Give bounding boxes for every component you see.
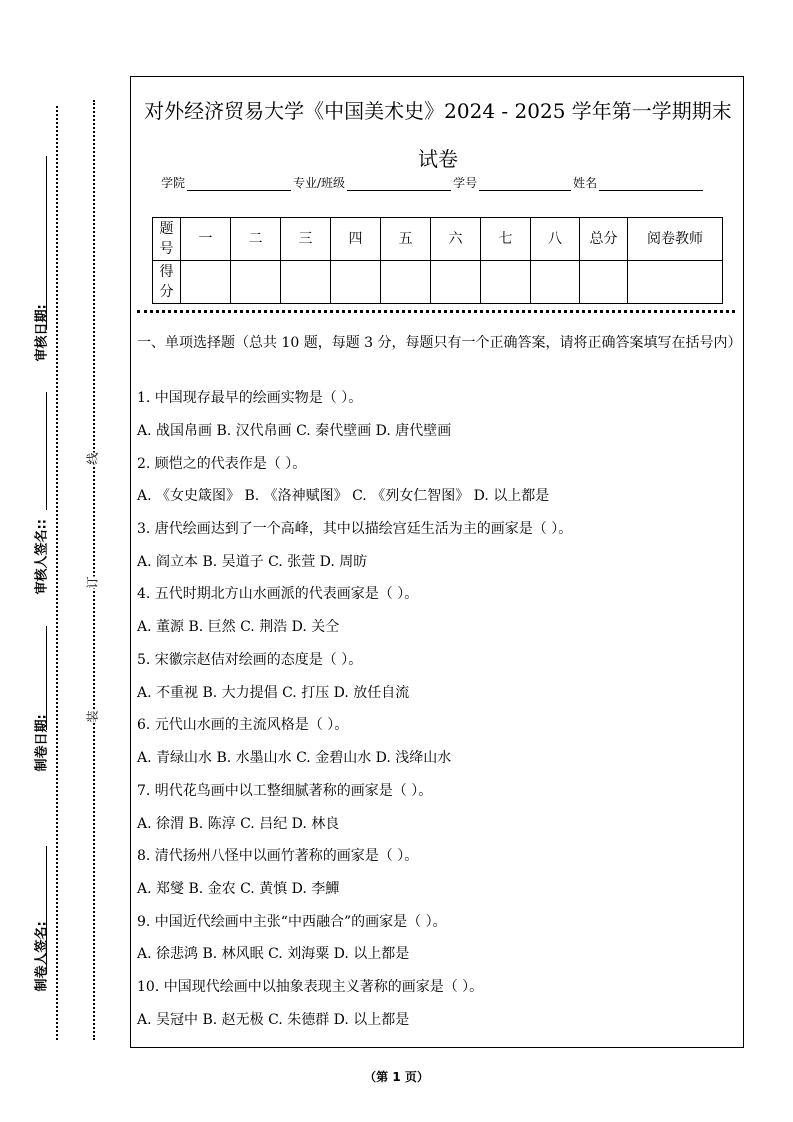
exam-frame: [130, 76, 744, 1048]
major-label: 专业/班级: [293, 176, 346, 190]
name-field[interactable]: [599, 178, 703, 191]
college-label: 学院: [161, 176, 186, 190]
question-text: 5. 宋徽宗赵佶对绘画的态度是（ ）。: [137, 652, 363, 668]
score-header-cell: 七: [481, 218, 531, 261]
question-options: A. 不重视 B. 大力提倡 C. 打压 D. 放任自流: [137, 685, 410, 701]
score-cell[interactable]: [331, 261, 381, 304]
page-number: （第 1 页）: [364, 1070, 429, 1084]
question-options: A. 阎立本 B. 吴道子 C. 张萱 D. 周昉: [137, 554, 368, 570]
question-text: 10. 中国现代绘画中以抽象表现主义著称的画家是（ ）。: [137, 979, 484, 995]
binding-dotted-line-inner: [93, 100, 95, 1040]
score-header-cell: 阅卷教师: [628, 218, 723, 261]
question-options: A. 战国帛画 B. 汉代帛画 C. 秦代壁画 D. 唐代壁画: [137, 423, 452, 439]
binding-char-line: 线: [82, 452, 103, 464]
score-header-cell: 一: [181, 218, 231, 261]
question-text: 9. 中国近代绘画中主张“中西融合”的画家是（ ）。: [137, 914, 447, 930]
student-id-field[interactable]: [479, 178, 571, 191]
score-cell[interactable]: [381, 261, 431, 304]
score-header-cell: 二: [231, 218, 281, 261]
major-field[interactable]: [347, 178, 451, 191]
score-header-cell: 六: [431, 218, 481, 261]
question-text: 8. 清代扬州八怪中以画竹著称的画家是（ ）。: [137, 848, 419, 864]
exam-title-line2: 试卷: [418, 147, 458, 171]
reviewer-sign-line: [46, 392, 47, 510]
score-header-cell: 五: [381, 218, 431, 261]
score-cell[interactable]: [231, 261, 281, 304]
score-cell[interactable]: [580, 261, 628, 304]
binding-dotted-line-outer: [56, 106, 58, 1040]
score-row-label: 得分: [153, 261, 181, 304]
section-heading: 一、单项选择题（总共 10 题，每题 3 分，每题只有一个正确答案，请将正确答案填写在括号内）: [137, 335, 742, 351]
score-cell[interactable]: [181, 261, 231, 304]
score-cell[interactable]: [281, 261, 331, 304]
question-text: 4. 五代时期北方山水画派的代表画家是（ ）。: [137, 586, 419, 602]
score-cell[interactable]: [531, 261, 580, 304]
score-cell[interactable]: [481, 261, 531, 304]
binding-char-order: 订: [82, 576, 103, 588]
score-table: [152, 217, 723, 304]
score-header-cell: 三: [281, 218, 331, 261]
make-date-label: 制卷日期:: [34, 714, 50, 772]
question-options: A. 《女史箴图》 B. 《洛神赋图》 C. 《列女仁智图》 D. 以上都是: [137, 488, 550, 504]
question-options: A. 郑燮 B. 金农 C. 黄慎 D. 李鱓: [137, 881, 340, 897]
college-field[interactable]: [187, 178, 291, 191]
score-cell[interactable]: [628, 261, 723, 304]
reviewer-sign-label: 审核人签名::: [34, 519, 50, 595]
name-label: 姓名: [573, 176, 598, 190]
question-options: A. 董源 B. 巨然 C. 荆浩 D. 关仝: [137, 619, 340, 635]
score-cell[interactable]: [431, 261, 481, 304]
question-text: 7. 明代花鸟画中以工整细腻著称的画家是（ ）。: [137, 783, 433, 799]
score-header-cell: 总分: [580, 218, 628, 261]
review-date-label: 审核日期:: [34, 304, 50, 362]
question-text: 3. 唐代绘画达到了一个高峰，其中以描绘宫廷生活为主的画家是（ ）。: [137, 521, 573, 537]
score-header-cell: 八: [531, 218, 580, 261]
score-header-cell: 题号: [153, 218, 181, 261]
student-id-label: 学号: [453, 176, 478, 190]
binding-char-pack: 装: [82, 710, 103, 722]
exam-title: [131, 87, 745, 183]
question-options: A. 青绿山水 B. 水墨山水 C. 金碧山水 D. 浅绛山水: [137, 750, 452, 766]
section-divider: [137, 310, 735, 313]
maker-sign-label: 制卷人签名:: [34, 921, 50, 992]
exam-title-line1: 对外经济贸易大学《中国美术史》2024 - 2025 学年第一学期期末: [144, 99, 732, 123]
student-info-line: [161, 174, 721, 191]
question-options: A. 徐悲鸿 B. 林风眠 C. 刘海粟 D. 以上都是: [137, 946, 410, 962]
question-text: 1. 中国现存最早的绘画实物是（ ）。: [137, 390, 363, 406]
question-options: A. 徐渭 B. 陈淳 C. 吕纪 D. 林良: [137, 816, 340, 832]
score-header-cell: 四: [331, 218, 381, 261]
score-table-header-row: [153, 218, 723, 261]
question-text: 2. 顾恺之的代表作是（ ）。: [137, 456, 307, 472]
question-options: A. 吴冠中 B. 赵无极 C. 朱德群 D. 以上都是: [137, 1012, 410, 1028]
question-text: 6. 元代山水画的主流风格是（ ）。: [137, 717, 349, 733]
score-table-score-row: [153, 261, 723, 304]
